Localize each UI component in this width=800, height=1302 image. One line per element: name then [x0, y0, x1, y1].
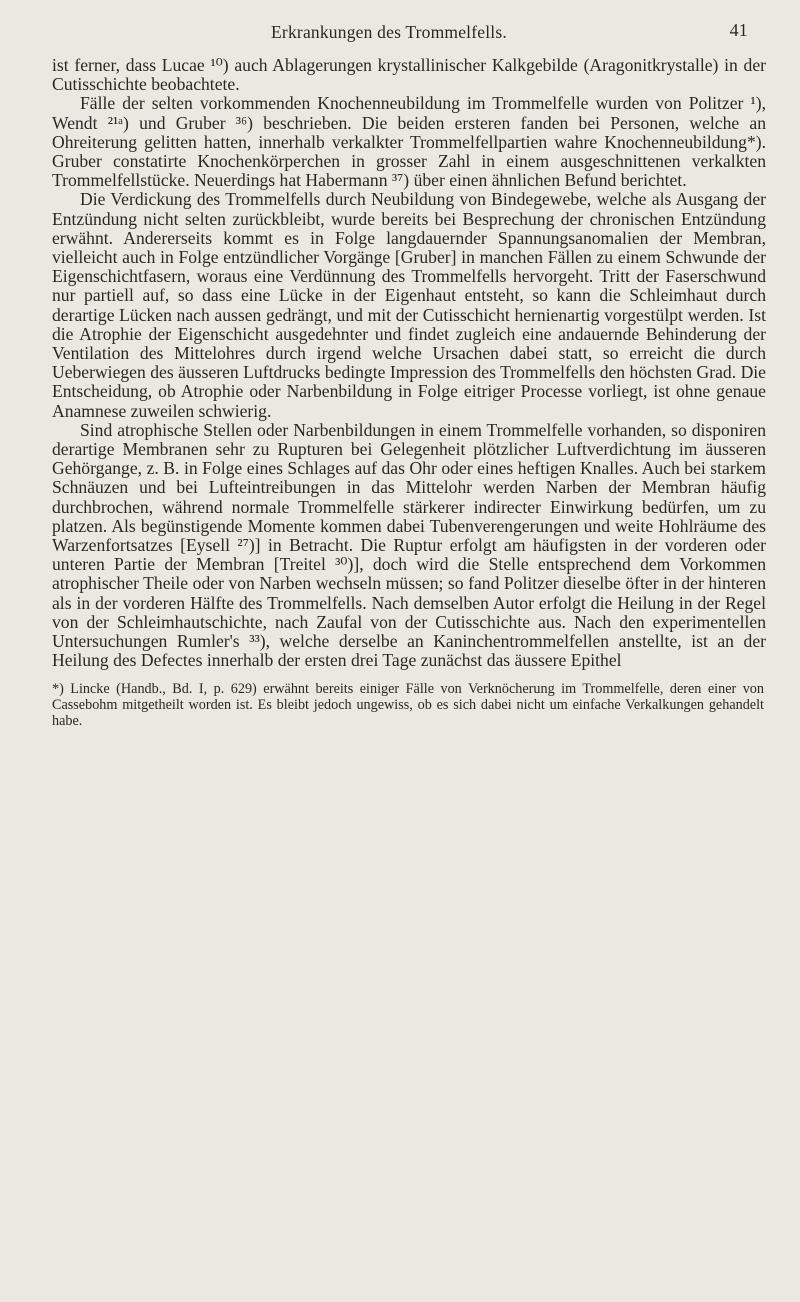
page-header [52, 22, 766, 56]
paragraph-3: Die Verdickung des Trommelfells durch Neubildung von Bindegewebe, welche als Ausgang der Entzündung nicht selten zurückbleibt, wurde bereits bei Besprechung der chronischen Entzündung erwähnt. Andererseits kommt es in Folge langdauernder Spannungsanomalien der Membran, vielleicht auch in Folge entzündlicher Vorgänge [Gruber] in manchen Fällen zu einem Schwunde der Eigenschichtfasern, woraus eine Verdünnung des Trommelfells hervorgeht. Tritt der Faserschwund nur partiell auf, so dass eine Lücke in der Eigenhaut entsteht, so kann die Schleimhaut durch derartige Lücken nach aussen gedrängt, und mit der Cutisschicht hernienartig vorgestülpt werden. Ist die Atrophie der Eigenschicht ausgedehnter und findet zugleich eine andauernde Behinderung der Ventilation des Mittelohres durch irgend welche Ursachen dabei statt, so erreicht die durch Ueberwiegen des äusseren Luftdrucks bedingte Impression des Trommelfells den höchsten Grad. Die Entscheidung, ob Atrophie oder Narbenbildung in Folge eitriger Processe vorliegt, ist ohne genaue Anamnese zuweilen schwierig. [52, 189, 766, 421]
running-title: Erkrankungen des Trommelfells. [271, 22, 507, 42]
paragraph-1: ist ferner, dass Lucae ¹⁰) auch Ablagerungen krystallinischer Kalkgebilde (Aragonitkrystalle) in der Cutisschichte beobachtete. [52, 55, 766, 95]
footnote: *) Lincke (Handb., Bd. I, p. 629) erwähnt bereits einiger Fälle von Verknöcherung im Trommelfelle, deren einer von Cassebohm mitgetheilt worden ist. Es bleibt jedoch ungewiss, ob es sich dabei nicht um einfache Verkalkungen gehandelt habe. [52, 680, 764, 729]
body-text [52, 56, 766, 671]
page-number: 41 [729, 20, 748, 40]
paragraph-4: Sind atrophische Stellen oder Narbenbildungen in einem Trommelfelle vorhanden, so disponiren derartige Membranen sehr zu Rupturen bei Gelegenheit plötzlicher Luftverdichtung im äusseren Gehörgange, z. B. in Folge eines Schlages auf das Ohr oder eines heftigen Knalles. Auch bei starkem Schnäuzen und bei Lufteintreibungen in das Mittelohr werden Narben der Membran häufig durchbrochen, während normale Trommelfelle stärkerer indirecter Einwirkung bedürfen, um zu platzen. Als begünstigende Momente kommen dabei Tubenverengerungen und weite Hohlräume des Warzenfortsatzes [Eysell ²⁷)] in Betracht. Die Ruptur erfolgt am häufigsten in der vorderen oder unteren Partie der Membran [Treitel ³⁰)], doch wird die Stelle entsprechend dem Vorkommen atrophischer Theile oder von Narben wechseln müssen; so fand Politzer dieselbe öfter in der hinteren als in der vorderen Hälfte des Trommelfells. Nach demselben Autor erfolgt die Heilung in der Regel von der Schleimhautschichte, nach Zaufal von der Cutisschichte aus. Nach den experimentellen Untersuchungen Rumler's ³³), welche derselbe an Kaninchentrommelfellen anstellte, ist an der Heilung des Defectes innerhalb der ersten drei Tage zunächst das äussere Epithel [52, 419, 766, 671]
paragraph-2: Fälle der selten vorkommenden Knochenneubildung im Trommelfelle wurden von Politzer ¹), Wendt ²¹ᵃ) und Gruber ³⁶) beschrieben. Die beiden ersteren fanden bei Personen, welche an Ohreiterung gelitten hatten, innerhalb verkalkter Trommelfellpartien wahre Knochenneubildung*). Gruber constatirte Knochenkörperchen in grosser Zahl in einem ausgeschnittenen verkalkten Trommelfellstücke. Neuerdings hat Habermann ³⁷) über einen ähnlichen Befund berichtet. [52, 93, 766, 191]
